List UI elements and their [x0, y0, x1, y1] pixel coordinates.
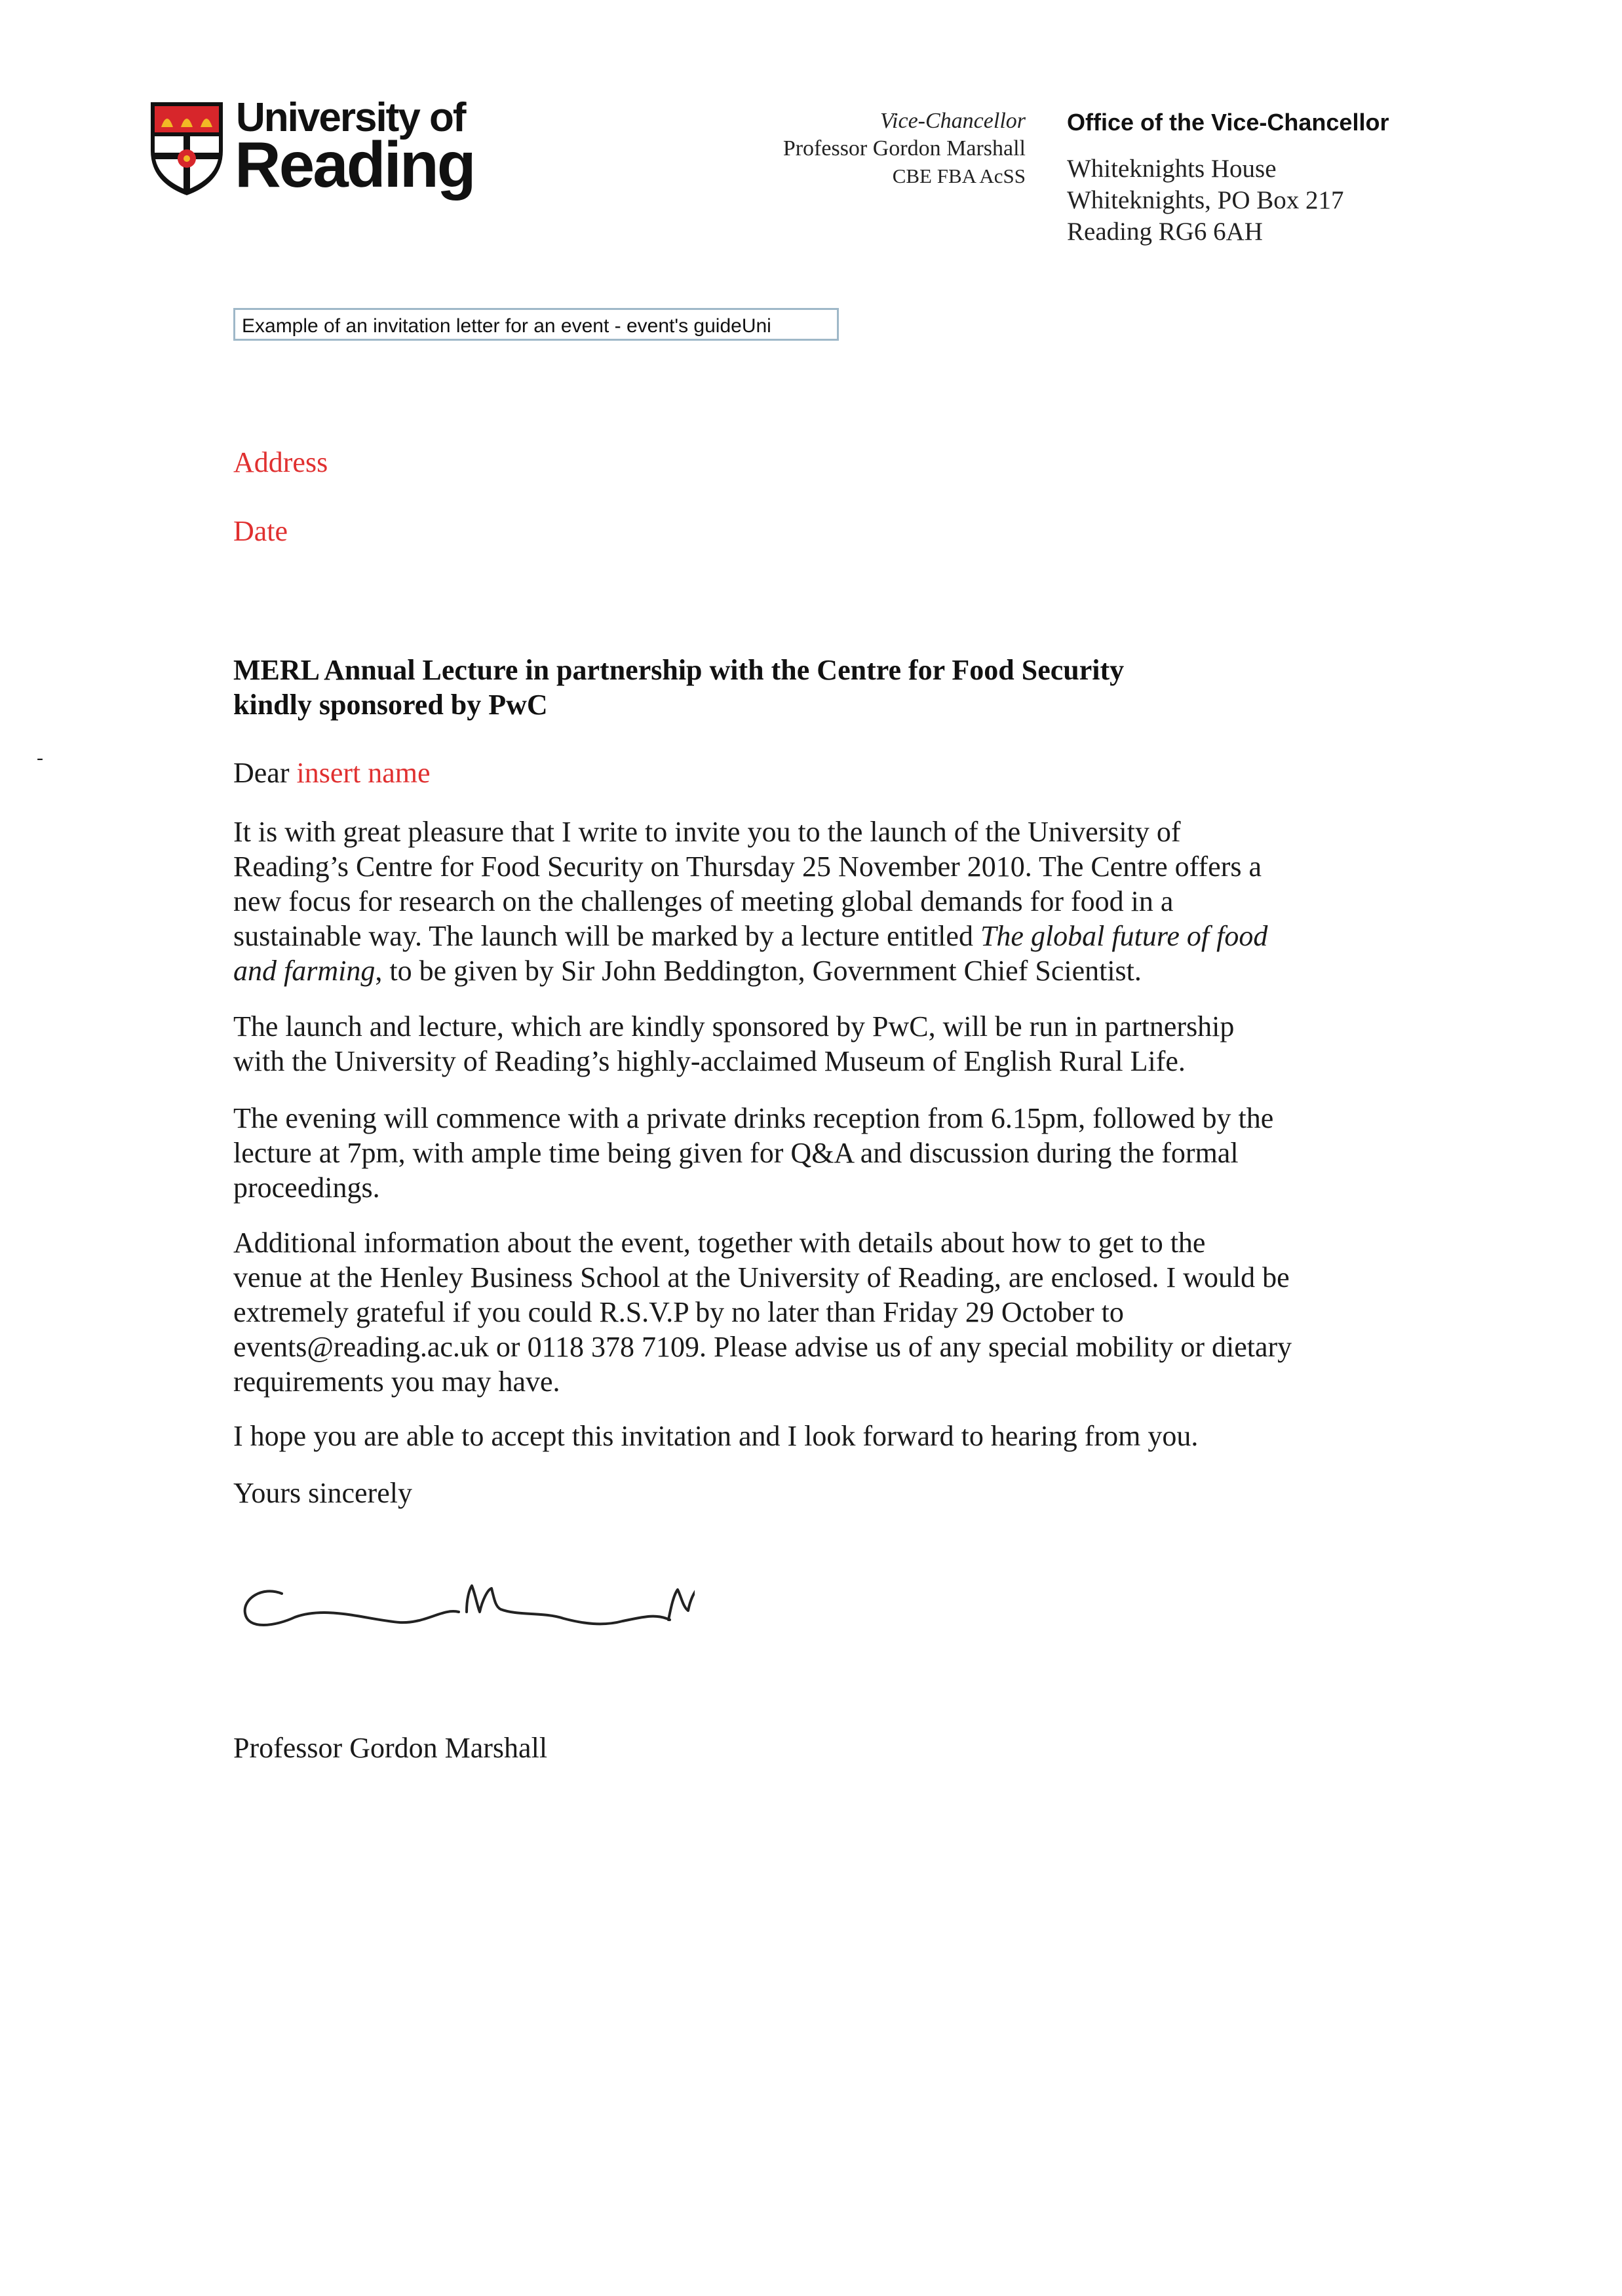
- sender-block: [783, 107, 1026, 190]
- paragraph-line: events@reading.ac.uk or 0118 378 7109. Please advise us of any special mobility or dietary: [233, 1331, 1292, 1363]
- body-paragraph: [233, 1225, 1472, 1399]
- paragraph-line: extremely grateful if you could R.S.V.P by no later than Friday 29 October to: [233, 1296, 1124, 1328]
- office-address-line: Whiteknights House: [1067, 155, 1277, 183]
- paragraph-line: It is with great pleasure that I write to invite you to the launch of the University of: [233, 816, 1181, 848]
- paragraph-line: [233, 953, 1472, 988]
- caption-box: [233, 308, 839, 341]
- logo-wordmark-line2: Reading: [235, 128, 474, 201]
- paragraph-line: I hope you are able to accept this invitation and I look forward to hearing from you.: [233, 1420, 1199, 1452]
- paragraph-line: The launch and lecture, which are kindly sponsored by PwC, will be run in partnership: [233, 1010, 1235, 1043]
- body-paragraph: [233, 1101, 1472, 1205]
- paragraph-text: , to be given by Sir John Beddington, Government Chief Scientist.: [375, 955, 1142, 987]
- salutation: [233, 756, 431, 790]
- paragraph-line: lecture at 7pm, with ample time being given for Q&A and discussion during the formal: [233, 1137, 1239, 1169]
- recipient-address-placeholder: Address: [233, 446, 328, 478]
- office-address: [1067, 153, 1344, 248]
- university-crest-icon: [148, 100, 225, 198]
- paragraph-line: venue at the Henley Business School at the University of Reading, are enclosed. I would be: [233, 1261, 1290, 1293]
- subject-line: kindly sponsored by PwC: [233, 689, 548, 721]
- date-placeholder: Date: [233, 515, 288, 547]
- handwritten-signature: [236, 1566, 695, 1651]
- recipient-name-placeholder: insert name: [296, 757, 431, 789]
- paragraph-line: Additional information about the event, together with details about how to get to the: [233, 1227, 1206, 1259]
- paragraph-line: requirements you may have.: [233, 1366, 560, 1398]
- sender-role: Vice-Chancellor: [879, 109, 1026, 133]
- university-logo: [148, 95, 474, 203]
- logo-wordmark-line1: University of: [236, 95, 465, 140]
- paragraph-line: [233, 919, 1472, 953]
- caption-text: Example of an invitation letter for an event - event's guideUni: [242, 315, 771, 337]
- paragraph-line: with the University of Reading’s highly-acclaimed Museum of English Rural Life.: [233, 1045, 1186, 1077]
- paragraph-line: Reading’s Centre for Food Security on Thursday 25 November 2010. The Centre offers a: [233, 851, 1262, 883]
- signatory-name: Professor Gordon Marshall: [233, 1732, 548, 1764]
- office-title: Office of the Vice-Chancellor: [1067, 109, 1389, 136]
- margin-mark: -: [37, 747, 43, 769]
- office-address-line: Reading RG6 6AH: [1067, 218, 1263, 246]
- body-paragraph: [233, 1419, 1472, 1453]
- lecture-title: The global future of food: [980, 920, 1268, 952]
- lecture-title: and farming: [233, 955, 376, 987]
- sender-name: Professor Gordon Marshall: [782, 136, 1026, 161]
- paragraph-line: The evening will commence with a private drinks reception from 6.15pm, followed by the: [233, 1102, 1274, 1134]
- subject-line: MERL Annual Lecture in partnership with the Centre for Food Security: [233, 654, 1125, 686]
- body-paragraph: [233, 814, 1472, 988]
- paragraph-text: sustainable way. The launch will be marked by a lecture entitled: [233, 920, 980, 952]
- paragraph-line: new focus for research on the challenges of meeting global demands for food in a: [233, 885, 1174, 917]
- office-address-line: Whiteknights, PO Box 217: [1067, 186, 1344, 214]
- salutation-text: Dear: [233, 757, 290, 789]
- closing: Yours sincerely: [233, 1477, 412, 1509]
- letter-subject: [233, 653, 1124, 722]
- body-paragraph: [233, 1009, 1472, 1079]
- sender-honours: CBE FBA AcSS: [892, 164, 1026, 187]
- paragraph-line: proceedings.: [233, 1172, 380, 1204]
